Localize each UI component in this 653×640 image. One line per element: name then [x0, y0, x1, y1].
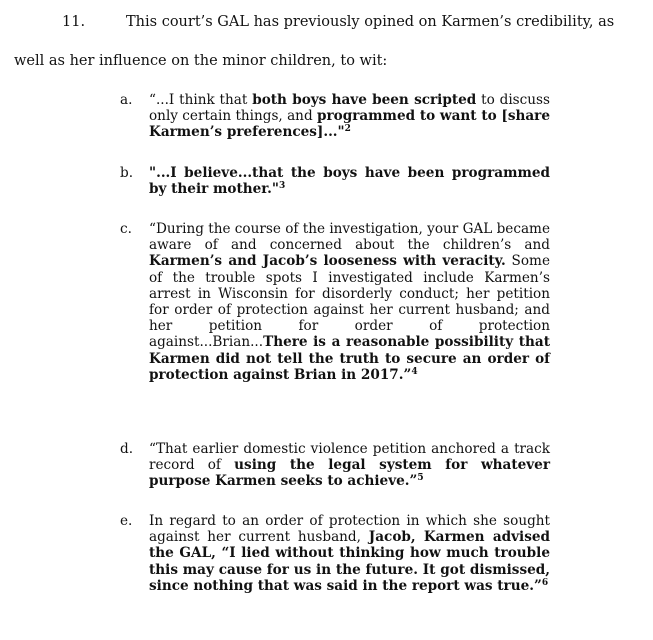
paragraph-text-line1: This court’s GAL has previously opined on Karmen’s credibility, as: [126, 14, 615, 30]
quote-item-c: [120, 221, 550, 383]
footnote-ref: 5: [417, 473, 424, 484]
bold-text: Jacob, Karmen advised the GAL, “I lied without thinking how much trouble this may cause for us in the future. It got dismissed, since nothing that was said in the report was true.”: [149, 529, 550, 594]
item-label: e.: [120, 513, 133, 529]
plain-text: Some of the trouble spots I investigated include Karmen’s arrest in Wisconsin for disorderly conduct; her petition for order of protection against her current husband; and her petition for order of protection against...Brian...: [149, 253, 550, 351]
quote-item-e: [120, 513, 550, 594]
item-body: [149, 441, 550, 490]
bold-text: using the legal system for whatever purpose Karmen seeks to achieve.”: [149, 457, 550, 490]
footnote-ref: 2: [344, 124, 351, 135]
item-body: [149, 92, 550, 141]
item-label: c.: [120, 221, 132, 237]
plain-text: “That earlier domestic violence petition anchored a track record of: [149, 441, 550, 474]
item-body: [149, 221, 550, 383]
plain-text: to discuss only certain things, and: [149, 92, 550, 125]
footnote-ref: 3: [279, 181, 286, 192]
paragraph-11-line1: [62, 14, 614, 30]
item-label: d.: [120, 441, 134, 457]
footnote-ref: 6: [541, 577, 549, 588]
footnote-ref: 4: [411, 366, 418, 377]
plain-text: “During the course of the investigation, your GAL became aware of and concerned about the children’s and: [149, 221, 550, 254]
bold-text: "...I believe...that the boys have been programmed by their mother.": [149, 165, 550, 198]
bold-text: There is a reasonable possibility that Karmen did not tell the truth to secure an order of protection against Brian in 2017.”: [149, 334, 550, 383]
bold-text: both boys have been scripted: [252, 92, 477, 108]
item-label: a.: [120, 92, 133, 108]
item-label: b.: [120, 165, 134, 181]
item-body: [149, 513, 550, 594]
plain-text: In regard to an order of protection in which she sought against her current husband,: [149, 513, 550, 546]
quote-item-d: [120, 441, 550, 490]
paragraph-number: 11.: [62, 14, 86, 30]
quote-item-b: [120, 165, 550, 197]
quote-item-a: [120, 92, 550, 141]
bold-text: Karmen’s and Jacob’s looseness with veracity.: [149, 253, 506, 270]
bold-text: programmed to want to [share Karmen’s preferences]...": [149, 108, 550, 141]
paragraph-11-line2: well as her influence on the minor children, to wit:: [14, 53, 388, 69]
item-body: [149, 165, 550, 197]
plain-text: “...I think that: [149, 92, 253, 108]
